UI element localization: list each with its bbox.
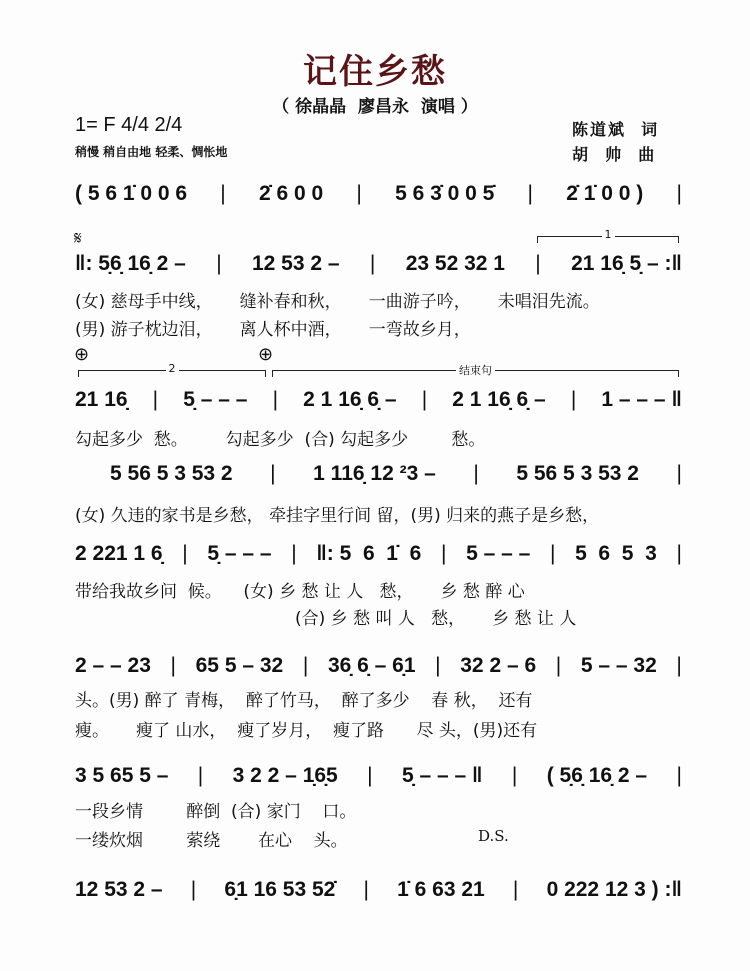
notation-row — [75, 764, 682, 788]
measure: ( 5̣6̣ 16̣ 2 – — [546, 764, 648, 787]
bar-line: | — [369, 252, 376, 275]
lyrics-line: 头。(男) 醉了 青梅， 醉了竹马， 醉了多少 春 秋， 还有 — [75, 691, 533, 711]
measure: 5 56 5 3 53 2 — [516, 462, 639, 485]
volta-2 — [78, 362, 266, 377]
measure: ( 5 6 1̇ 0 0 6 — [75, 182, 188, 205]
bar-line: | — [270, 462, 276, 485]
measure: 3 5 65 5 – — [75, 764, 169, 787]
bar-line: | — [216, 252, 222, 275]
lyrics-line: (男) 游子枕边泪， 离人杯中酒， 一弯故乡月， — [75, 320, 471, 340]
bar-line: | — [676, 542, 682, 565]
notation-row — [75, 878, 682, 902]
bar-line: | — [676, 182, 682, 205]
notation-row — [75, 542, 682, 566]
measure: 12 53 2 – — [75, 878, 163, 901]
bar-line: | — [367, 764, 373, 787]
lyrics-line: (合) 乡 愁 叫 人 愁， 乡 愁 让 人 — [295, 609, 577, 629]
measure: 1̇ 6 63 21 — [397, 878, 485, 901]
measure: 5 6 5 3 — [575, 542, 657, 565]
measure: 2 1 16̣ 6̣ – — [303, 388, 397, 411]
coda-icon: ⊕ — [74, 344, 90, 365]
measure: 2 1 16̣ 6̣ – — [452, 388, 546, 411]
measure: 2 – – 23 — [75, 654, 151, 677]
tempo-marking: 稍慢 稍自由地 轻柔、惆怅地 — [75, 145, 228, 159]
measure: 5 – – – — [466, 542, 531, 565]
measure: 2 221 1 6̣ — [75, 542, 163, 565]
bar-line: | — [676, 462, 682, 485]
measure: 32 2 – 6 — [460, 654, 537, 677]
ending-bracket — [272, 364, 679, 377]
bar-line: | — [676, 654, 682, 677]
volta-1 — [537, 228, 679, 243]
bar-line: | — [272, 388, 279, 411]
lyrics-line: 一缕炊烟 萦绕 在心 头。 — [75, 831, 348, 851]
volta-1-label: 1 — [602, 228, 615, 241]
measure: 21 16̣ — [75, 388, 128, 411]
notation-row — [75, 182, 682, 206]
bar-line: | — [220, 182, 226, 205]
bar-line: | — [356, 182, 362, 205]
performers: （ 徐晶晶 廖昌永 演唱 ） — [272, 97, 478, 117]
bar-line: | — [435, 654, 441, 677]
bar-line: | — [170, 654, 176, 677]
measure: 5 56 5 3 53 2 — [110, 462, 233, 485]
bar-line: | — [197, 764, 204, 787]
lyricist: 陈道斌 词 — [572, 120, 660, 139]
volta-2-label: 2 — [166, 362, 179, 375]
bar-line: | — [190, 878, 197, 901]
bar-line: | — [512, 878, 519, 901]
measure: 65 5 – 32 — [195, 654, 284, 677]
bar-line: | — [527, 182, 533, 205]
lyrics-line: 带给我故乡问 候。 (女) 乡 愁 让 人 愁， 乡 愁 醉 心 — [75, 582, 525, 602]
bar-line: | — [302, 654, 309, 677]
measure: 1 116̣ 12 ²3 – — [313, 462, 436, 485]
measure: 5 6 3̇ 0 0 5̇ — [395, 182, 495, 205]
measure: 5̣ – – – — [207, 542, 272, 565]
song-title: 记住乡愁 — [303, 52, 447, 92]
measure: 23 52 32 1 — [405, 252, 505, 275]
bar-line: | — [363, 878, 369, 901]
measure: ‖: 5 6 1̇ 6 — [316, 542, 422, 565]
bar-line: | — [182, 542, 188, 565]
measure: 12 53 2 – — [251, 252, 340, 275]
measure: 2̇ 6 0 0 — [258, 182, 324, 205]
lyrics-line: (女) 慈母手中线， 缝补春和秋， 一曲游子吟， 未唱泪先流。 — [75, 292, 600, 312]
lyrics-line: 勾起多少 愁。 勾起多少 (合) 勾起多少 愁。 — [75, 430, 486, 450]
measure: 36̣ 6̣ – 6̣1 — [327, 654, 416, 677]
measure: 5̣ – – – ‖ — [401, 764, 483, 787]
measure: 1 – – – ‖ — [601, 388, 682, 411]
notation-row — [110, 462, 682, 486]
measure: 21 16̣ 5̣ – :‖ — [571, 252, 682, 275]
coda-icon: ⊕ — [258, 344, 274, 365]
lyrics-line: 瘦。 瘦了 山水， 瘦了岁月， 瘦了路 尽 头，(男)还有 — [75, 721, 538, 741]
bar-line: | — [570, 388, 577, 411]
notation-row — [75, 252, 682, 276]
ending-label: 结束句 — [456, 364, 495, 377]
bar-line: | — [152, 388, 159, 411]
da-segno-mark: D.S. — [478, 827, 509, 845]
measure: 5̣ – – – — [183, 388, 248, 411]
measure: 0 222 12 3 ) :‖ — [546, 878, 682, 901]
segno-icon: 𝄋 — [74, 228, 82, 249]
bar-line: | — [535, 252, 541, 275]
key-signature: 1= F 4/4 2/4 — [75, 114, 183, 136]
bar-line: | — [421, 388, 428, 411]
bar-line: | — [676, 764, 682, 787]
notation-row — [75, 654, 682, 678]
measure: 6̣1 16 53 52̇ — [224, 878, 336, 901]
bar-line: | — [440, 542, 447, 565]
notation-row — [75, 388, 682, 412]
measure: 2̇ 1̇ 0 0 ) — [566, 182, 644, 205]
measure: ‖: 5̣6̣ 16̣ 2 – — [75, 252, 186, 275]
bar-line: | — [511, 764, 518, 787]
bar-line: | — [549, 542, 556, 565]
measure: 5 – – 32 — [580, 654, 657, 677]
bar-line: | — [555, 654, 562, 677]
lyrics-line: 一段乡情 醉倒 (合) 家门 口。 — [75, 802, 357, 822]
lyrics-line: (女) 久违的家书是乡愁， 牵挂字里行间 留，(男) 归来的燕子是乡愁， — [75, 506, 600, 526]
bar-line: | — [291, 542, 297, 565]
measure: 3 2 2 – 1̣6̣5 — [232, 764, 338, 787]
bar-line: | — [473, 462, 479, 485]
composer: 胡 帅 曲 — [572, 145, 657, 164]
